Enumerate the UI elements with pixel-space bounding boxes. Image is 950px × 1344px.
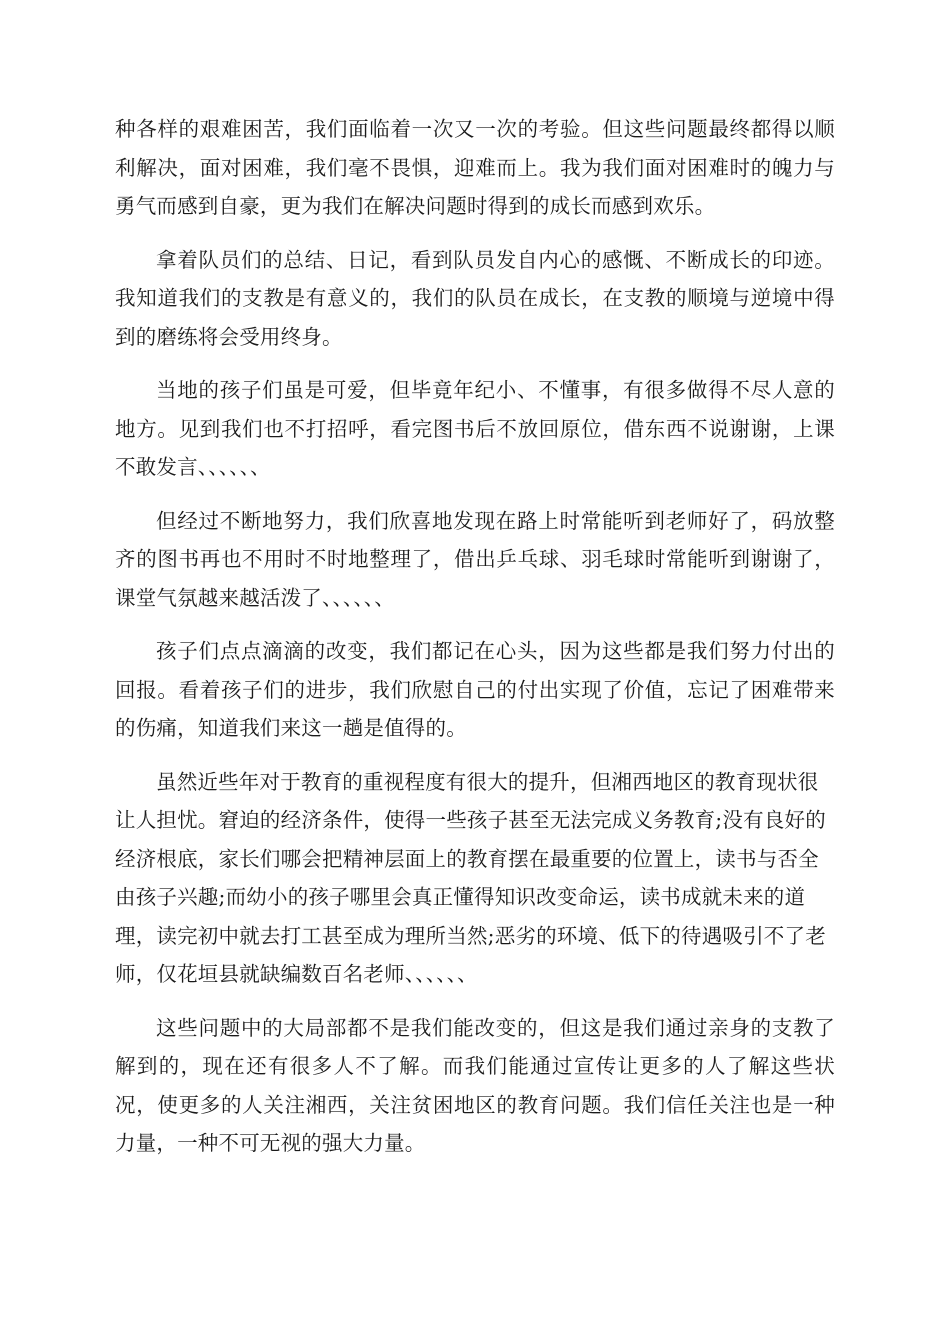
paragraph-5: 孩子们点点滴滴的改变，我们都记在心头，因为这些都是我们努力付出的回报。看着孩子们的进步，我们欣慰自己的付出实现了价值，忘记了困难带来的伤痛，知道我们来这一趟是值得的。 (115, 639, 835, 740)
paragraph-1: 种各样的艰难困苦，我们面临着一次又一次的考验。但这些问题最终都得以顺利解决，面对困难，我们毫不畏惧，迎难而上。我为我们面对困难时的魄力与勇气而感到自豪，更为我们在解决问题时得到的成长而感到欢乐。 (115, 117, 835, 218)
paragraph-4: 但经过不断地努力，我们欣喜地发现在路上时常能听到老师好了，码放整齐的图书再也不用时不时地整理了，借出乒乓球、羽毛球时常能听到谢谢了，课堂气氛越来越活泼了、、、、、、 (115, 508, 835, 610)
paragraph-6: 虽然近些年对于教育的重视程度有很大的提升，但湘西地区的教育现状很让人担忧。窘迫的经济条件，使得一些孩子甚至无法完成义务教育;没有良好的经济根底，家长们哪会把精神层面上的教育摆在最重要的位置上，读书与否全由孩子兴趣;而幼小的孩子哪里会真正懂得知识改变命运，读书成就未来的道理，读完初中就去打工甚至成为理所当然;恶劣的环境、低下的待遇吸引不了老师，仅花垣县就缺编数百名老师、、、、、、 (115, 769, 826, 986)
paragraph-3: 当地的孩子们虽是可爱，但毕竟年纪小、不懂事，有很多做得不尽人意的地方。见到我们也不打招呼，看完图书后不放回原位，借东西不说谢谢，上课不敢发言、、、、、、 (115, 378, 835, 479)
paragraph-7: 这些问题中的大局部都不是我们能改变的，但这是我们通过亲身的支教了解到的，现在还有很多人不了解。而我们能通过宣传让更多的人了解这些状况，使更多的人关注湘西，关注贫困地区的教育问题。我们信任关注也是一种力量，一种不可无视的强大力量。 (115, 1015, 835, 1155)
paragraph-2: 拿着队员们的总结、日记，看到队员发自内心的感慨、不断成长的印迹。我知道我们的支教是有意义的，我们的队员在成长，在支教的顺境与逆境中得到的磨练将会受用终身。 (115, 247, 835, 349)
document-body (115, 110, 835, 1178)
